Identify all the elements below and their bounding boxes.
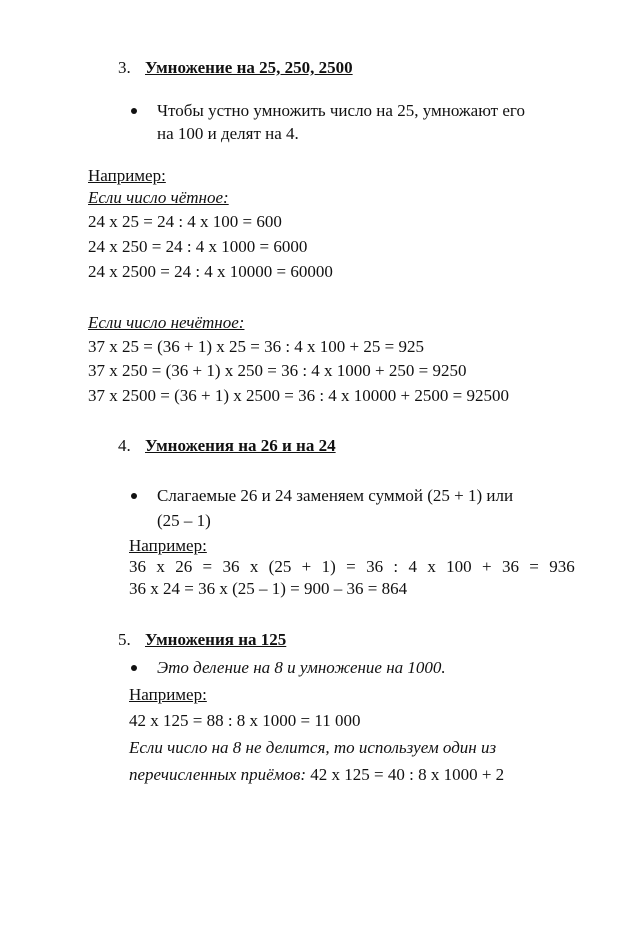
section-3-example-label: Например: [88, 166, 166, 185]
section-5-heading: Умножения на 125 [145, 630, 287, 649]
row-token: 36 [501, 557, 519, 576]
section-3-odd-label: Если число нечётное: [88, 313, 245, 332]
section-3-odd-row-3: 37 х 2500 = (36 + 1) х 2500 = 36 : 4 х 10000 + 2500 = 92500 [88, 386, 509, 405]
section-5-number: 5. [118, 630, 131, 649]
section-5-row-1: 42 х 125 = 88 : 8 х 1000 = 11 000 [129, 711, 361, 730]
row-token: = [529, 557, 539, 576]
section-4-bullet-line-1: Слагаемые 26 и 24 заменяем суммой (25 + 1) или [157, 486, 514, 505]
section-5-note-line-1: Если число на 8 не делится, то используем один из [129, 738, 497, 757]
section-5-note-line-2-italic: перечисленных приёмов: [129, 765, 307, 784]
section-3-even-row-2: 24 х 250 = 24 : 4 х 1000 = 6000 [88, 237, 308, 256]
section-4-example-label: Например: [129, 536, 207, 555]
bullet-icon [131, 493, 137, 499]
row-token: х [249, 557, 259, 576]
section-5-example-label: Например: [129, 685, 207, 704]
section-3-bullet-line-1: Чтобы устно умножить число на 25, умножают его [157, 101, 525, 120]
section-4-row-1 [129, 557, 575, 577]
section-3-heading: Умножение на 25, 250, 2500 [145, 58, 353, 77]
section-3-number: 3. [118, 58, 131, 77]
section-5-note-line-2 [129, 765, 504, 785]
section-3-bullet-line-2: на 100 и делят на 4. [157, 124, 299, 143]
row-token: = [346, 557, 356, 576]
row-token: + [482, 557, 492, 576]
row-token: : [393, 557, 399, 576]
section-4-bullet-line-2: (25 – 1) [157, 511, 211, 530]
section-5-bullet-line-1: Это деление на 8 и умножение на 1000. [157, 658, 446, 677]
row-token: 936 [549, 557, 575, 576]
row-token: х [427, 557, 436, 576]
section-3-odd-row-1: 37 х 25 = (36 + 1) х 25 = 36 : 4 х 100 + 25 = 925 [88, 337, 424, 356]
section-5-note-line-2-formula: 42 х 125 = 40 : 8 х 1000 + 2 [306, 765, 505, 784]
section-3-even-row-1: 24 х 25 = 24 : 4 х 100 = 600 [88, 212, 282, 231]
row-token: 26 [175, 557, 193, 576]
row-token: 4 [408, 557, 417, 576]
row-token: 100 [446, 557, 472, 576]
row-token: (25 [268, 557, 292, 576]
section-4-row-2: 36 х 24 = 36 х (25 – 1) = 900 – 36 = 864 [129, 579, 408, 598]
row-token: 1) [321, 557, 336, 576]
row-token: + [301, 557, 312, 576]
row-token: 36 [366, 557, 384, 576]
row-token: 36 [129, 557, 146, 576]
bullet-icon [131, 665, 137, 671]
row-token: х [156, 557, 165, 576]
section-4-number: 4. [118, 436, 131, 455]
section-4-heading: Умножения на 26 и на 24 [145, 436, 336, 455]
row-token: = [202, 557, 213, 576]
section-3-even-row-3: 24 х 2500 = 24 : 4 х 10000 = 60000 [88, 262, 333, 281]
bullet-icon [131, 108, 137, 114]
section-3-odd-row-2: 37 х 250 = (36 + 1) х 250 = 36 : 4 х 1000 + 250 = 9250 [88, 361, 467, 380]
row-token: 36 [222, 557, 240, 576]
section-3-even-label: Если число чётное: [88, 188, 229, 207]
